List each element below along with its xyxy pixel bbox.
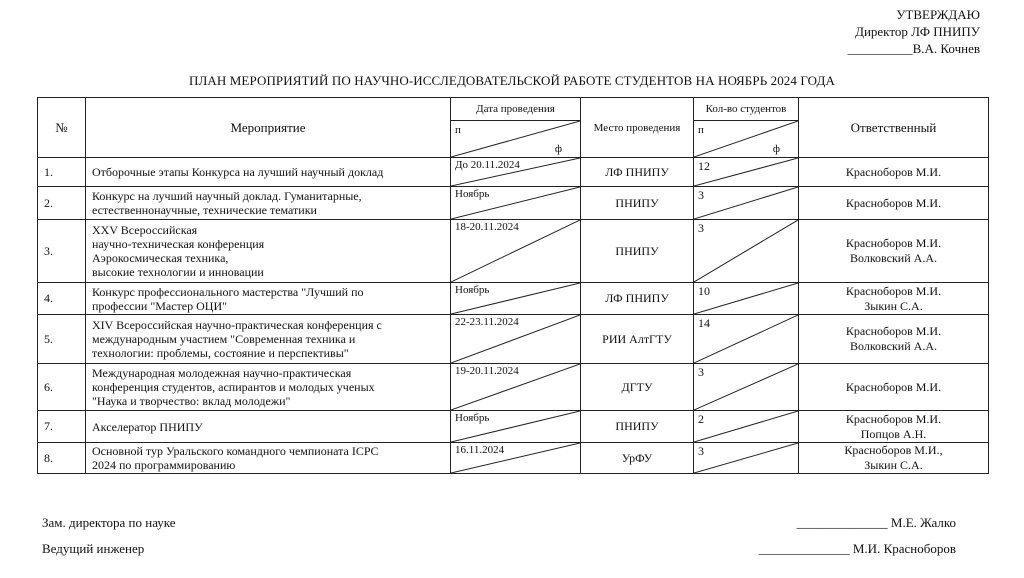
header-count-plan: п — [698, 124, 704, 136]
count-cell — [694, 220, 799, 283]
count-planned: 3 — [698, 444, 704, 458]
table-row — [38, 283, 989, 315]
row-number: 5. — [38, 315, 86, 364]
event-line: Отборочные этапы Конкурса на лучший научный доклад — [92, 165, 384, 179]
event-line: Международная молодежная научно-практическая — [92, 366, 352, 380]
responsible-name: Красноборов М.И. — [845, 324, 942, 338]
row-number: 3. — [38, 220, 86, 283]
responsible-name: Волковский А.А. — [850, 251, 937, 265]
responsible-name: Красноборов М.И. — [845, 164, 942, 179]
header-count-label: Кол-во студентов — [694, 98, 798, 121]
place-cell: ПНИПУ — [581, 411, 694, 443]
date-cell — [451, 364, 581, 411]
date-planned: 19-20.11.2024 — [455, 365, 519, 377]
date-cell — [451, 283, 581, 315]
header-responsible: Ответственный — [799, 98, 989, 158]
event-name — [86, 315, 451, 364]
header-date-plan: п — [455, 124, 461, 136]
count-planned: 12 — [698, 159, 710, 173]
signature-position-1: Зам. директора по науке — [42, 515, 176, 530]
responsible-name: Зыкин С.А. — [864, 298, 923, 313]
count-planned: 10 — [698, 284, 710, 298]
event-line: конференция студентов, аспирантов и молодых ученых — [92, 380, 375, 394]
place-cell: ДГТУ — [581, 364, 694, 411]
event-line: высокие технологии и инновации — [92, 265, 264, 279]
event-line: естественнонаучные, технические тематики — [92, 203, 317, 217]
table-row — [38, 315, 989, 364]
event-line: Конкурс на лучший научный доклад. Гуманитарные, — [92, 189, 362, 203]
header-count — [694, 98, 799, 158]
signature-position-2: Ведущий инженер — [42, 541, 145, 556]
responsible-name: Красноборов М.И. — [845, 283, 942, 298]
responsible-cell — [799, 220, 989, 283]
responsible-cell — [799, 443, 989, 474]
place-cell: ПНИПУ — [581, 187, 694, 220]
event-line: Основной тур Уральского командного чемпионата ICPC — [92, 444, 379, 458]
event-line: XXV Всероссийская — [92, 223, 198, 237]
event-line: международным участием "Современная техника и — [92, 332, 356, 346]
row-number: 1. — [38, 158, 86, 187]
event-line: Акселератор ПНИПУ — [92, 419, 203, 434]
event-line: профессии "Мастер ОЦИ" — [92, 298, 228, 313]
count-planned: 3 — [698, 188, 704, 202]
date-planned: 22-23.11.2024 — [455, 316, 519, 328]
event-name — [86, 443, 451, 474]
count-cell — [694, 158, 799, 187]
event-line: технологии: проблемы, состояние и перспективы" — [92, 346, 349, 360]
count-cell — [694, 364, 799, 411]
responsible-cell — [799, 364, 989, 411]
approval-signature: __________В.А. Кочнев — [847, 41, 980, 56]
row-number: 8. — [38, 443, 86, 474]
responsible-cell — [799, 187, 989, 220]
responsible-cell — [799, 158, 989, 187]
event-line: "Наука и творчество: вклад молодежи" — [92, 394, 291, 408]
date-planned: 16.11.2024 — [455, 444, 505, 456]
place-cell: РИИ АлтГТУ — [581, 315, 694, 364]
approval-position: Директор ЛФ ПНИПУ — [855, 24, 980, 39]
place-cell: УрФУ — [581, 443, 694, 474]
event-line: Аэрокосмическая техника, — [92, 251, 229, 265]
row-number: 7. — [38, 411, 86, 443]
date-cell — [451, 315, 581, 364]
header-date-split — [451, 121, 580, 157]
responsible-name: Красноборов М.И. — [845, 195, 942, 210]
events-table — [37, 97, 989, 474]
place-cell: ПНИПУ — [581, 220, 694, 283]
table-row — [38, 187, 989, 220]
responsible-name: Красноборов М.И. — [845, 411, 942, 426]
responsible-name: Попцов А.Н. — [860, 426, 927, 441]
table-row — [38, 411, 989, 443]
date-cell — [451, 411, 581, 443]
event-name — [86, 411, 451, 443]
count-planned: 2 — [698, 412, 704, 426]
date-planned: До 20.11.2024 — [455, 159, 520, 171]
count-planned: 3 — [698, 365, 704, 379]
event-name — [86, 283, 451, 315]
responsible-cell — [799, 411, 989, 443]
count-cell — [694, 187, 799, 220]
row-number: 2. — [38, 187, 86, 220]
date-planned: 18-20.11.2024 — [455, 221, 519, 233]
count-cell — [694, 315, 799, 364]
header-count-fact: ф — [772, 143, 780, 155]
place-cell: ЛФ ПНИПУ — [581, 283, 694, 315]
table-row — [38, 443, 989, 474]
count-planned: 14 — [698, 316, 710, 330]
responsible-name: Зыкин С.А. — [864, 458, 923, 472]
count-cell — [694, 411, 799, 443]
header-place: Место проведения — [581, 98, 694, 158]
event-line: Конкурс профессионального мастерства "Лучший по — [92, 284, 364, 299]
header-date-label: Дата проведения — [451, 98, 580, 121]
header-count-split — [694, 121, 798, 157]
approval-block — [848, 6, 980, 57]
date-cell — [451, 220, 581, 283]
event-name — [86, 220, 451, 283]
header-event: Мероприятие — [86, 98, 451, 158]
responsible-name: Красноборов М.И. — [845, 236, 942, 250]
event-name — [86, 187, 451, 220]
responsible-cell — [799, 315, 989, 364]
row-number: 4. — [38, 283, 86, 315]
place-cell: ЛФ ПНИПУ — [581, 158, 694, 187]
table-row — [38, 158, 989, 187]
document-title: ПЛАН МЕРОПРИЯТИЙ ПО НАУЧНО-ИССЛЕДОВАТЕЛЬСКОЙ РАБОТЕ СТУДЕНТОВ НА НОЯБРЬ 2024 ГОДА — [189, 73, 835, 88]
date-cell — [451, 158, 581, 187]
row-number: 6. — [38, 364, 86, 411]
signature-line-1: ______________ М.Е. Жалко — [796, 515, 956, 530]
date-cell — [451, 187, 581, 220]
date-cell — [451, 443, 581, 474]
header-date — [451, 98, 581, 158]
table-row — [38, 220, 989, 283]
event-line: XIV Всероссийская научно-практическая конференция с — [92, 318, 382, 332]
signature-line-2: ______________ М.И. Красноборов — [758, 541, 956, 556]
header-date-fact: ф — [554, 143, 562, 155]
date-planned: Ноябрь — [455, 188, 490, 200]
header-num: № — [38, 98, 86, 158]
count-planned: 3 — [698, 221, 704, 235]
event-name — [86, 364, 451, 411]
table-row — [38, 364, 989, 411]
event-name — [86, 158, 451, 187]
count-cell — [694, 443, 799, 474]
responsible-name: Красноборов М.И. — [845, 379, 942, 394]
count-cell — [694, 283, 799, 315]
responsible-name: Волковский А.А. — [850, 339, 937, 353]
approval-title: УТВЕРЖДАЮ — [896, 7, 980, 22]
date-planned: Ноябрь — [455, 412, 490, 424]
event-line: научно-техническая конференция — [92, 237, 265, 251]
responsible-name: Красноборов М.И., — [844, 443, 943, 457]
responsible-cell — [799, 283, 989, 315]
date-planned: Ноябрь — [455, 284, 490, 296]
event-line: 2024 по программированию — [92, 458, 236, 472]
